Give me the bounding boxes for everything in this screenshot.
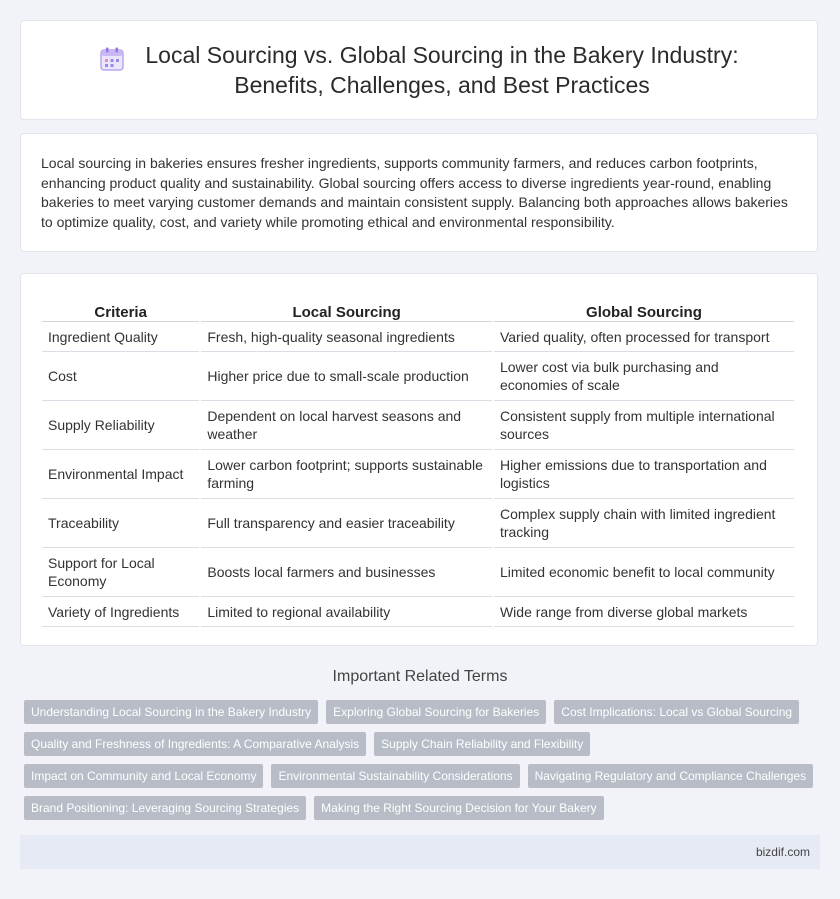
cell-global: Complex supply chain with limited ingredient tracking: [494, 499, 794, 548]
related-term-tag[interactable]: Quality and Freshness of Ingredients: A Comparative Analysis: [24, 732, 366, 756]
title-line-1: Local Sourcing vs. Global Sourcing in the Bakery Industry:: [145, 42, 739, 68]
related-term-tag[interactable]: Cost Implications: Local vs Global Sourcing: [554, 700, 799, 724]
cell-criteria: Support for Local Economy: [42, 548, 199, 597]
footer: [20, 835, 820, 869]
table-row: [42, 597, 794, 627]
cell-global: Wide range from diverse global markets: [494, 597, 794, 627]
related-term-tag[interactable]: Impact on Community and Local Economy: [24, 764, 263, 788]
table-header-row: [42, 294, 794, 322]
cell-local: Lower carbon footprint; supports sustainable farming: [201, 450, 492, 499]
cell-criteria: Environmental Impact: [42, 450, 199, 499]
cell-criteria: Cost: [42, 352, 199, 401]
table-row: [42, 499, 794, 548]
page-title: [145, 40, 738, 100]
table-row: [42, 401, 794, 450]
related-term-tag[interactable]: Exploring Global Sourcing for Bakeries: [326, 700, 546, 724]
cell-criteria: Variety of Ingredients: [42, 597, 199, 627]
table-row: [42, 450, 794, 499]
footer-site-link[interactable]: bizdif.com: [755, 845, 810, 859]
cell-local: Fresh, high-quality seasonal ingredients: [201, 322, 492, 352]
comparison-card: [20, 273, 818, 646]
table-row: [42, 548, 794, 597]
related-term-tag[interactable]: Environmental Sustainability Considerations: [271, 764, 519, 788]
cell-criteria: Ingredient Quality: [42, 322, 199, 352]
related-term-tag[interactable]: Brand Positioning: Leveraging Sourcing Strategies: [24, 796, 306, 820]
cell-global: Lower cost via bulk purchasing and economies of scale: [494, 352, 794, 401]
cell-local: Dependent on local harvest seasons and weather: [201, 401, 492, 450]
calendar-icon: [99, 46, 125, 72]
title-row: [99, 40, 738, 100]
title-line-2: Benefits, Challenges, and Best Practices: [234, 72, 650, 98]
cell-local: Full transparency and easier traceability: [201, 499, 492, 548]
cell-global: Limited economic benefit to local community: [494, 548, 794, 597]
related-term-tag[interactable]: Supply Chain Reliability and Flexibility: [374, 732, 590, 756]
cell-local: Limited to regional availability: [201, 597, 492, 627]
cell-global: Consistent supply from multiple international sources: [494, 401, 794, 450]
comparison-table: [40, 294, 796, 627]
related-term-tag[interactable]: Understanding Local Sourcing in the Bakery Industry: [24, 700, 318, 724]
header-criteria: Criteria: [42, 294, 199, 322]
table-row: [42, 352, 794, 401]
header-global-sourcing: Global Sourcing: [494, 294, 794, 322]
related-term-tag[interactable]: Navigating Regulatory and Compliance Challenges: [528, 764, 814, 788]
cell-global: Higher emissions due to transportation and logistics: [494, 450, 794, 499]
cell-criteria: Supply Reliability: [42, 401, 199, 450]
header-local-sourcing: Local Sourcing: [201, 294, 492, 322]
intro-card: [20, 133, 818, 252]
intro-paragraph: Local sourcing in bakeries ensures fresher ingredients, supports community farmers, and reduces carbon footprints, enhancing product quality and sustainability. Global sourcing offers access to diverse ingredients year-round, enabling bakeries to meet varying customer demands and maintain consistent supply. Balancing both approaches allows bakeries to optimize quality, cost, and variety while promoting ethical and environmental responsibility.: [41, 155, 788, 230]
cell-local: Boosts local farmers and businesses: [201, 548, 492, 597]
cell-criteria: Traceability: [42, 499, 199, 548]
cell-local: Higher price due to small-scale production: [201, 352, 492, 401]
cell-global: Varied quality, often processed for transport: [494, 322, 794, 352]
related-terms-heading: Important Related Terms: [332, 668, 508, 685]
table-row: [42, 322, 794, 352]
related-terms-list: [24, 700, 824, 820]
related-term-tag[interactable]: Making the Right Sourcing Decision for Your Bakery: [314, 796, 603, 820]
header-card: [20, 20, 818, 120]
